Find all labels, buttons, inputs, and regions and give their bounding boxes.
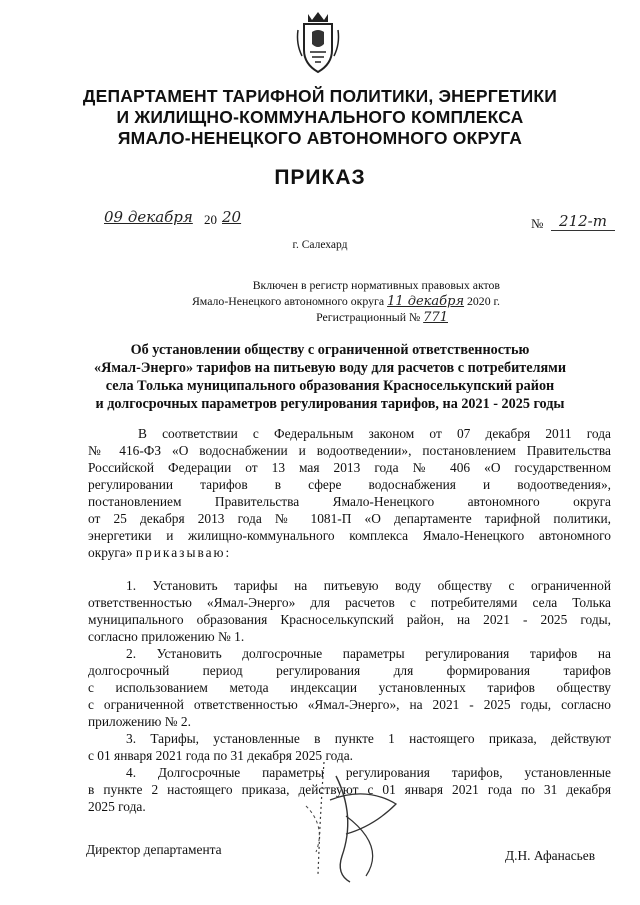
city-line: г. Салехард	[292, 239, 348, 251]
item-line: ответственностью «Ямал-Энерго» для расчетов с потребителями села Толька	[88, 595, 611, 610]
department-name-line: И ЖИЛИЩНО-КОММУНАЛЬНОГО КОМПЛЕКСА	[116, 107, 524, 127]
item-line: 4. Долгосрочные параметры регулирования тарифов, установленные	[126, 765, 611, 780]
item-line: долгосрочный период регулирования для формирования тарифов	[88, 663, 611, 678]
item-line: с ограниченной ответственностью «Ямал-Энерго», на 2021 - 2025 годы, согласно	[88, 697, 611, 712]
signatory-name: Д.Н. Афанасьев	[505, 848, 596, 863]
registry-line	[160, 310, 448, 325]
preamble-line: № 416-ФЗ «О водоснабжении и водоотведении», постановлением Правительства	[88, 443, 611, 458]
item-line: 3. Тарифы, установленные в пункте 1 настоящего приказа, действуют	[126, 731, 611, 746]
coat-of-arms-emblem	[294, 10, 342, 76]
number-label: №	[531, 216, 544, 231]
item-line: муниципального образования Красноселькупский район, на 2021 - 2025 годы,	[88, 612, 611, 627]
handwritten-number: 212-т	[551, 212, 615, 231]
registry-line	[160, 294, 500, 309]
item-line: с 01 января 2021 года по 31 декабря 2025 года.	[88, 748, 354, 763]
item-line: с использованием метода индексации установленных тарифов обществу	[88, 680, 611, 695]
preamble-line: от 25 декабря 2013 года № 1081-П «О департаменте тарифной политики,	[88, 511, 611, 526]
subject-line: «Ямал-Энерго» тарифов на питьевую воду для расчетов с потребителями	[94, 360, 566, 376]
signatory-position: Директор департамента	[86, 842, 222, 857]
subject-line: и долгосрочных параметров регулирования тарифов, на 2021 - 2025 годы	[95, 396, 565, 412]
department-name-line: ЯМАЛО-НЕНЕЦКОГО АВТОНОМНОГО ОКРУГА	[117, 128, 523, 148]
item-line: 2025 года.	[88, 799, 146, 814]
subject-line: села Толька муниципального образования Красноселькупский район	[105, 378, 555, 394]
preamble-line: регулировании тарифов в сфере водоснабжения и водоотведения»,	[88, 477, 611, 492]
handwritten-date: 09 декабря	[104, 208, 193, 226]
handwritten-registry-date: 11 декабря	[387, 294, 465, 309]
preamble-ending: округа»	[88, 545, 133, 560]
preamble-line: Российской Федерации от 13 мая 2013 года № 406 «О государственном	[88, 460, 611, 475]
item-line: согласно приложению № 1.	[88, 629, 245, 644]
preamble-line: постановлением Правительства Ямало-Ненецкого автономного округа	[88, 494, 611, 509]
registry-number-label: Регистрационный №	[316, 310, 421, 324]
registry-line: Включен в регистр нормативных правовых актов	[252, 278, 500, 292]
handwritten-year: 20	[222, 208, 242, 226]
order-keyword: приказываю:	[135, 545, 232, 560]
preamble-line	[88, 545, 611, 561]
handwritten-signature	[246, 756, 446, 886]
item-line: 1. Установить тарифы на питьевую воду обществу с ограниченной	[126, 578, 611, 593]
item-line: приложению № 2.	[88, 714, 191, 729]
handwritten-registry-number: 771	[423, 310, 448, 325]
department-name-line: ДЕПАРТАМЕНТ ТАРИФНОЙ ПОЛИТИКИ, ЭНЕРГЕТИКИ	[82, 86, 558, 106]
item-line: в пункте 2 настоящего приказа, действуют с 01 января 2021 года по 31 декабря	[88, 782, 611, 797]
registry-region: Ямало-Ненецкого автономного округа	[191, 294, 385, 308]
subject-line: Об установлении обществу с ограниченной ответственностью	[130, 342, 530, 358]
document-type-title: ПРИКАЗ	[274, 166, 366, 189]
year-prefix: 20	[204, 212, 217, 227]
preamble-line: энергетики и жилищно-коммунального комплекса Ямало-Ненецкого автономного	[88, 528, 611, 543]
preamble-line: В соответствии с Федеральным законом от 07 декабря 2011 года	[138, 426, 611, 441]
item-line: 2. Установить долгосрочные параметры регулирования тарифов на	[126, 646, 611, 661]
order-date	[104, 208, 274, 232]
order-number	[531, 212, 621, 234]
registry-year: 2020 г.	[467, 294, 500, 308]
